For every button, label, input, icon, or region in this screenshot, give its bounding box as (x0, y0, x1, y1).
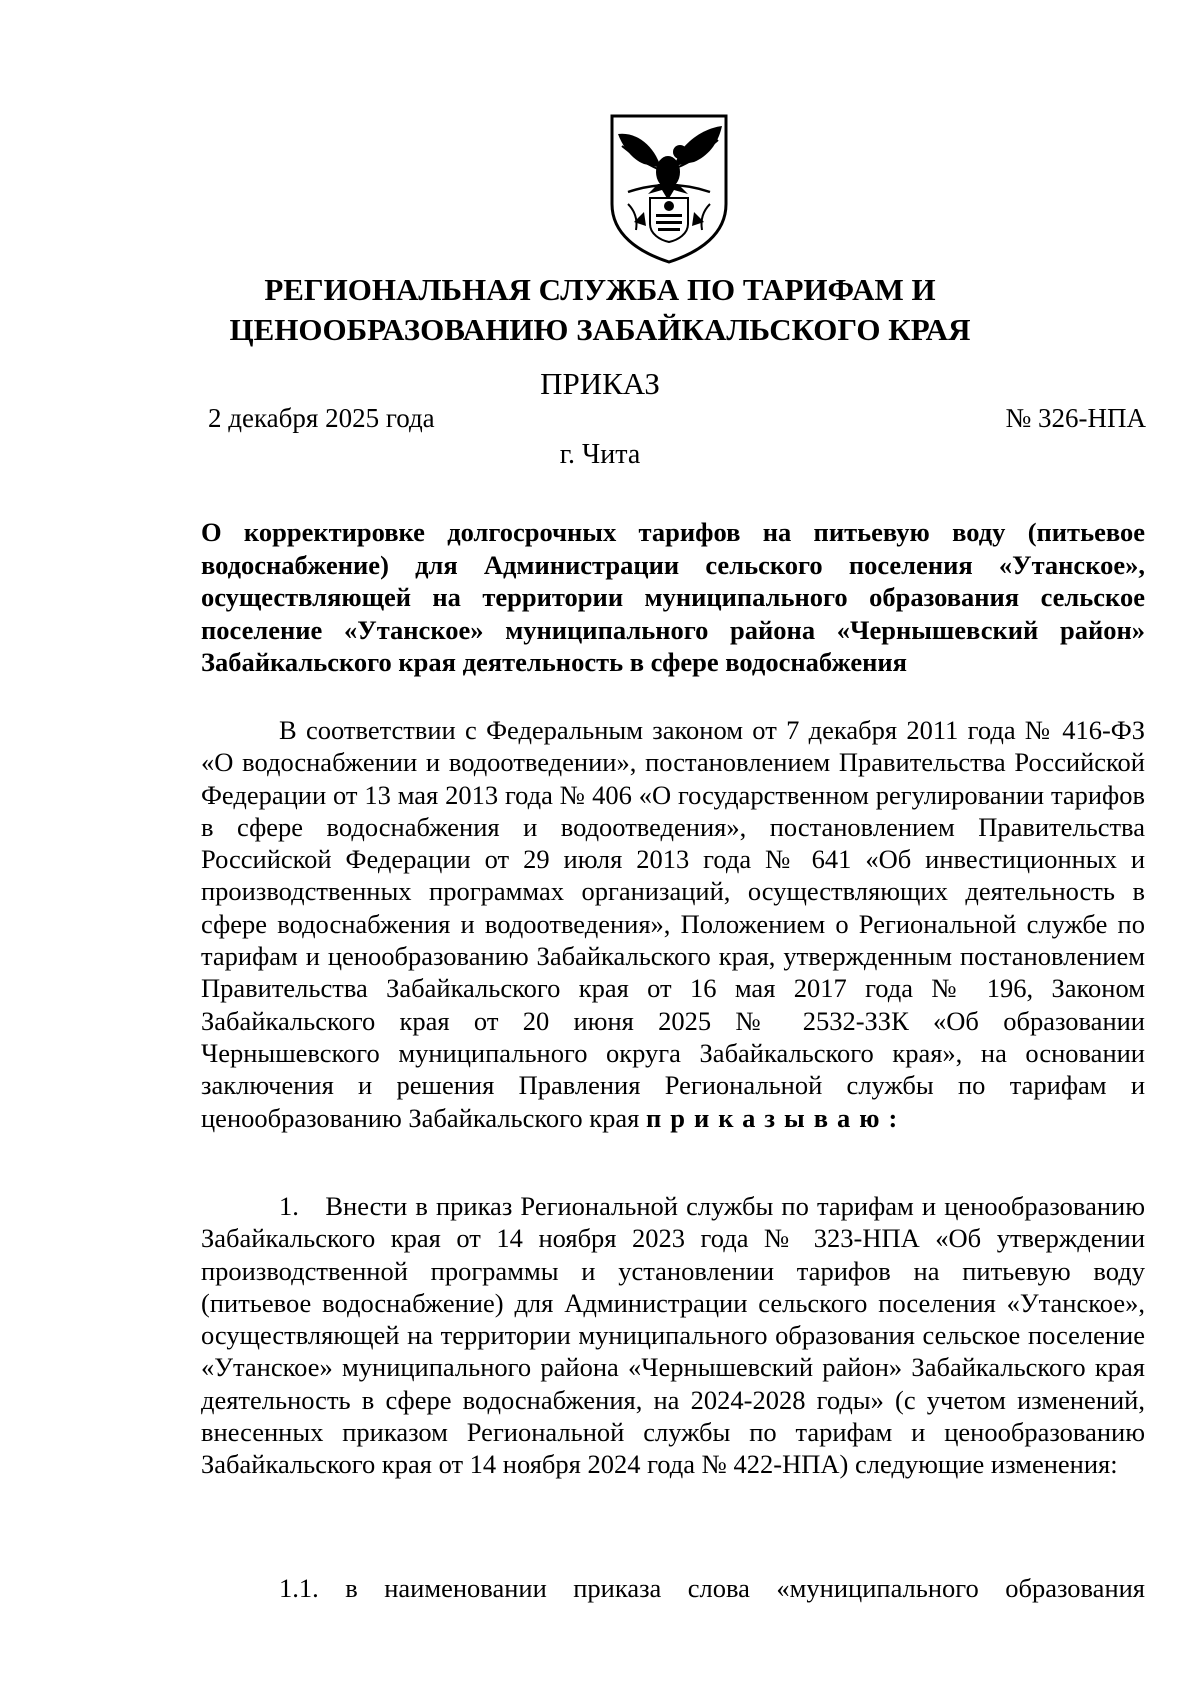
document-city: г. Чита (559, 439, 641, 470)
organization-title-line1: РЕГИОНАЛЬНАЯ СЛУЖБА ПО ТАРИФАМ И (264, 272, 936, 307)
document-date: 2 декабря 2025 года (208, 403, 435, 433)
item-1-1-paragraph (201, 1572, 1145, 1604)
order-word: приказываю: (645, 1102, 907, 1133)
item-1-1-text: 1.1. в наименовании приказа слова «муниципального образования (279, 1573, 1145, 1603)
item-1-paragraph (201, 1190, 1145, 1481)
coat-of-arms-emblem (604, 112, 734, 266)
preamble-text: В соответствии с Федеральным законом от 7 декабря 2011 года № 416-ФЗ «О водоснабжении и водоотведении», постановлением Правительства Российской Федерации от 13 мая 2013 года № 406 «О государственном регулировании тарифов в сфере водоснабжения и водоотведения», постановлением Правительства Российской Федерации от 29 июля 2013 года № 641 «Об инвестиционных и производственных программах организаций, осуществляющих деятельность в сфере водоснабжения и водоотведения», Положением о Региональной службе по тарифам и ценообразованию Забайкальского края, утвержденным постановлением Правительства Забайкальского края от 16 мая 2017 года № 196, Законом Забайкальского края от 20 июня 2025 № 2532-ЗЗК «Об образовании Чернышевского муниципального округа Забайкальского края», на основании заключения и решения Правления Региональной службы по тарифам и ценообразованию Забайкальского края (201, 715, 1145, 1133)
preamble-paragraph (201, 714, 1145, 1134)
organization-title-line2: ЦЕНООБРАЗОВАНИЮ ЗАБАЙКАЛЬСКОГО КРАЯ (229, 312, 971, 347)
document-number: № 326-НПА (1005, 403, 1146, 433)
organization-title (200, 270, 1000, 350)
item-1-text: 1. Внести в приказ Региональной службы по тарифам и ценообразованию Забайкальского края от 14 ноября 2023 года № 323-НПА «Об утверждении производственной программы и установлении тарифов на питьевую воду (питьевое водоснабжение) для Администрации сельского поселения «Утанское», осуществляющей на территории муниципального образования сельское поселение «Утанское» муниципального района «Чернышевский район» Забайкальского края деятельность в сфере водоснабжения, на 2024-2028 годы» (с учетом изменений, внесенных приказом Региональной службы по тарифам и ценообразованию Забайкальского края от 14 ноября 2024 года № 422-НПА) следующие изменения: (201, 1191, 1145, 1480)
document-type: ПРИКАЗ (540, 366, 660, 401)
document-subject: О корректировке долгосрочных тарифов на питьевую воду (питьевое водоснабжение) для Администрации сельского поселения «Утанское», осуществляющей на территории муниципального образования сельское поселение «Утанское» муниципального района «Чернышевский район» Забайкальского края деятельность в сфере водоснабжения (201, 517, 1145, 677)
